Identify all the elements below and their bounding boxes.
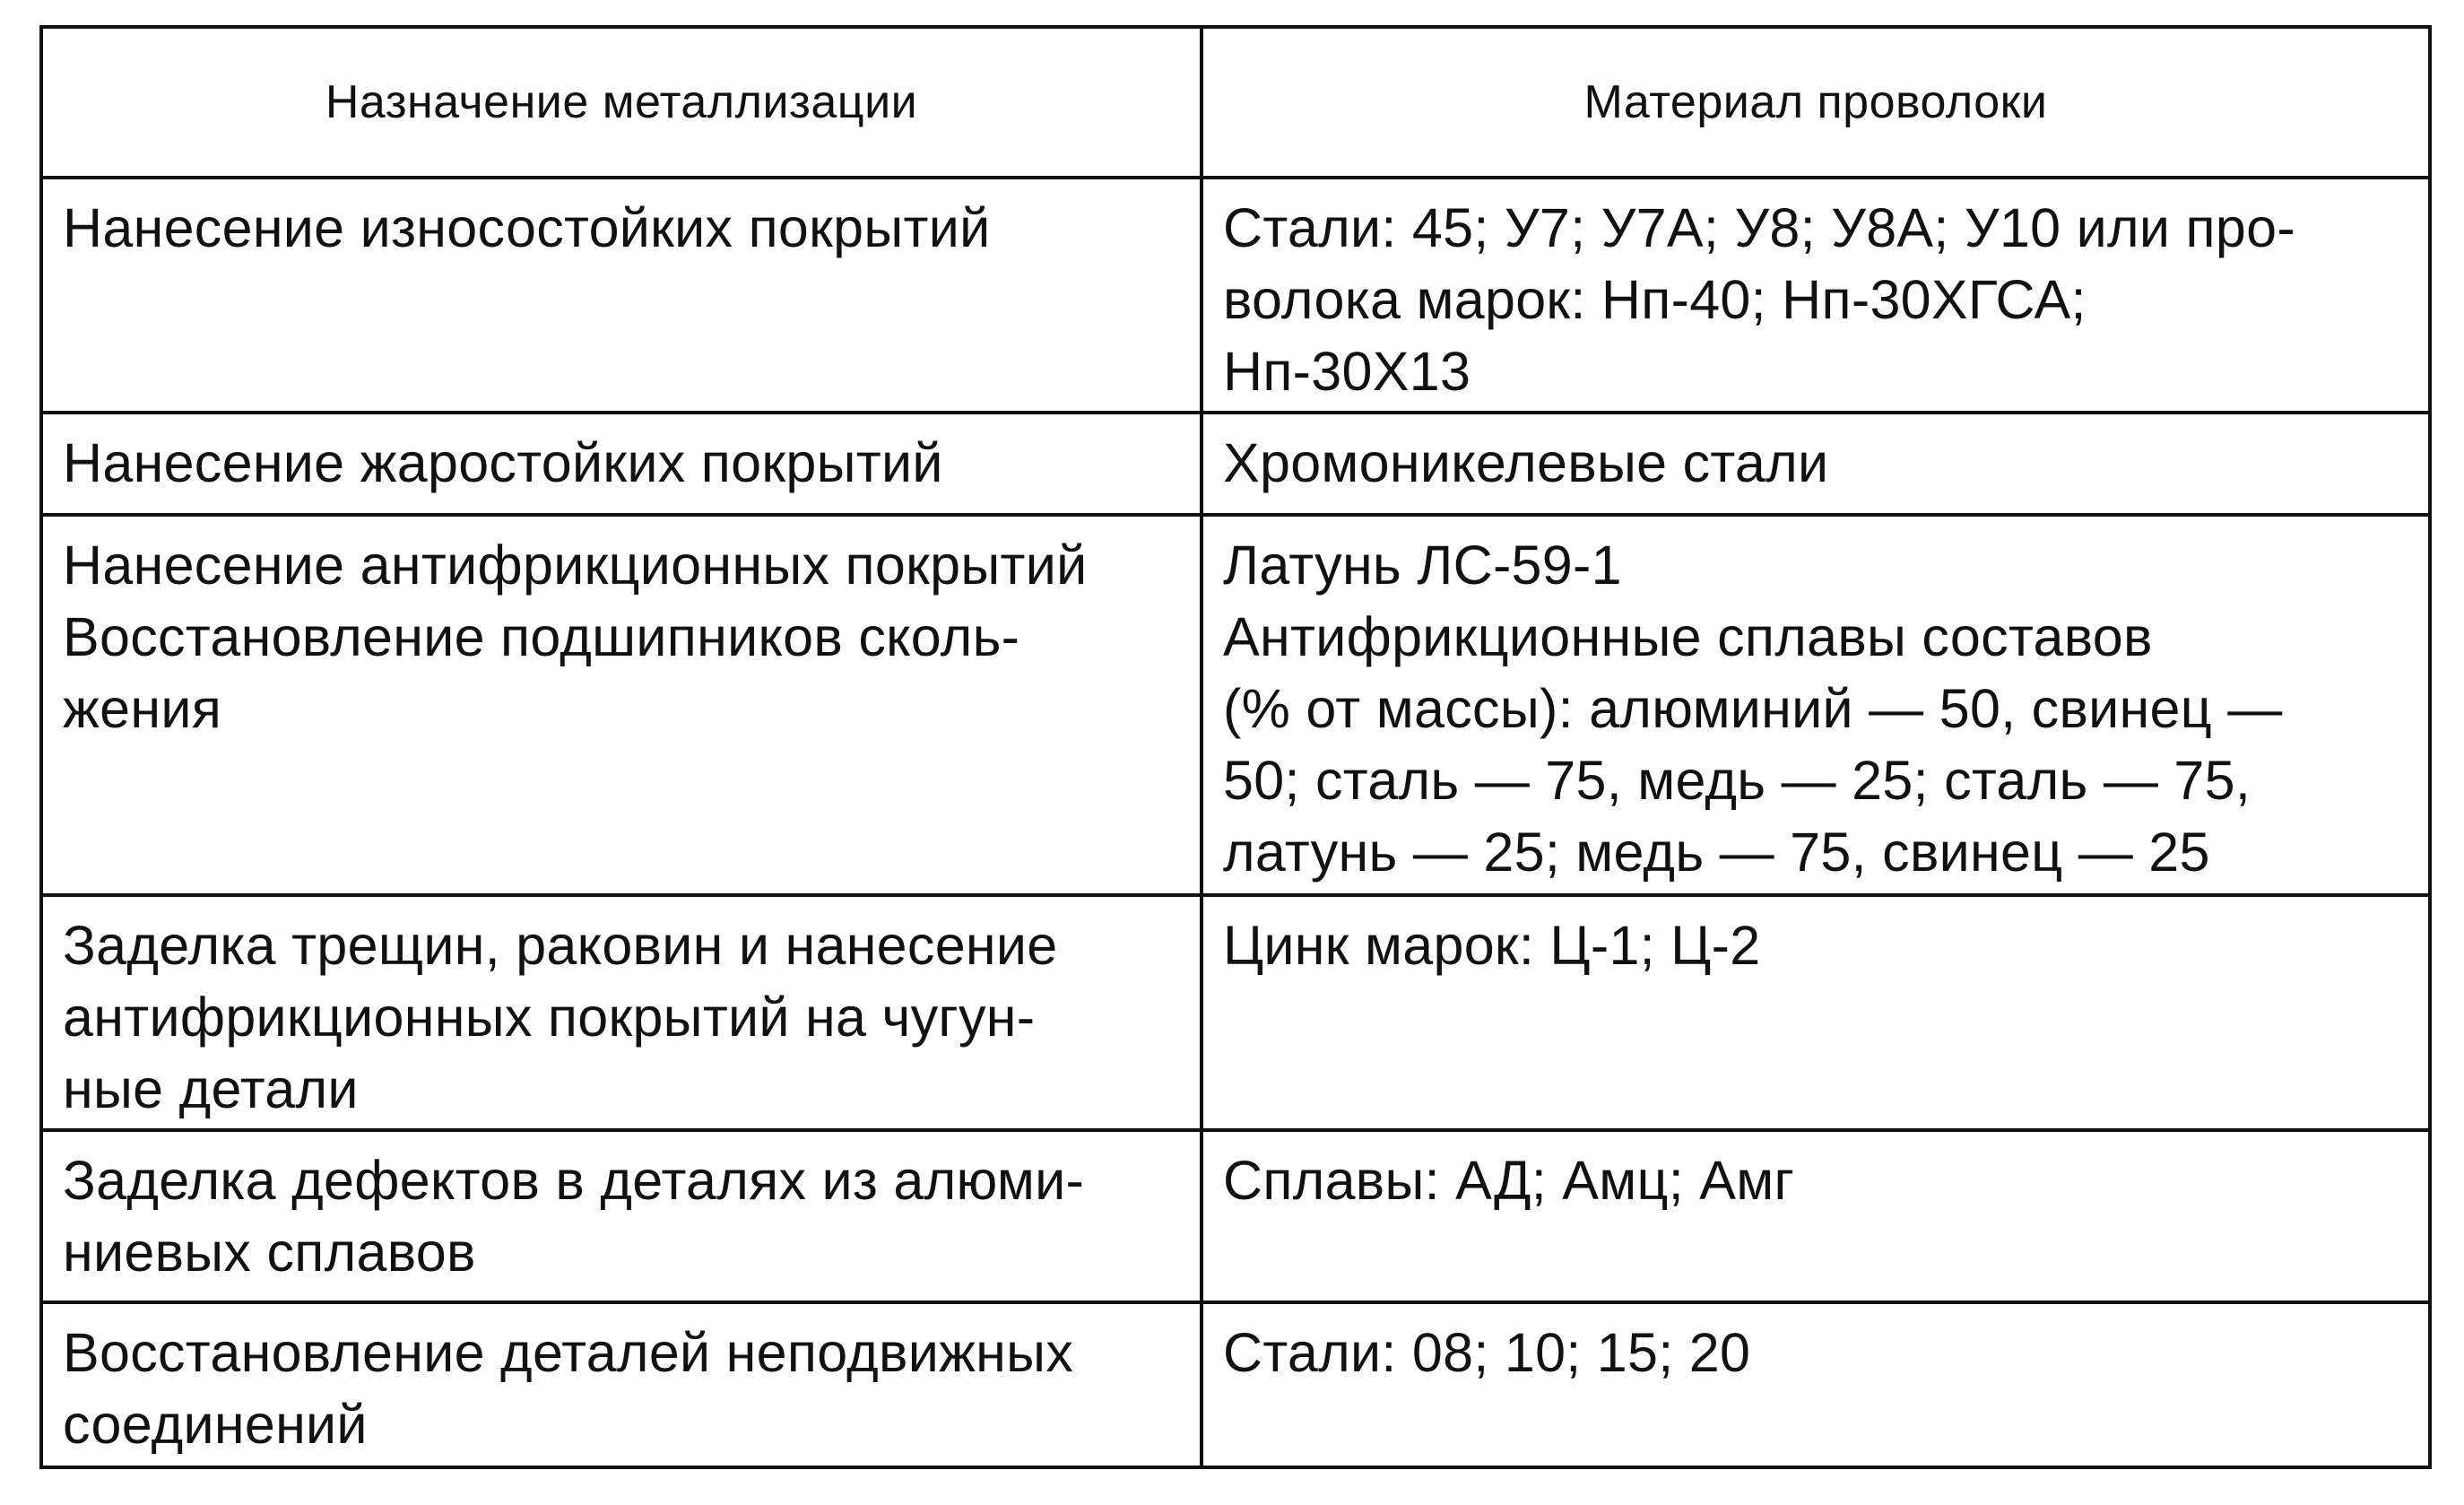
cell-line: жения [63,678,222,739]
cell-purpose [41,178,1202,413]
cell-line: Нп-30Х13 [1223,341,1471,402]
cell-material [1202,1302,2430,1467]
cell-line: Восстановление деталей неподвижных [63,1322,1074,1383]
cell-purpose [41,1302,1202,1467]
cell-material [1202,515,2430,895]
cell-line: Хромоникелевые стали [1223,432,1829,493]
metallization-table [39,25,2432,1469]
cell-line: волока марок: Нп-40; Нп-30ХГСА; [1223,269,2087,330]
cell-line: Цинк марок: Ц-1; Ц-2 [1223,915,1761,976]
table-row [41,178,2430,413]
header-purpose: Назначение металлизации [41,27,1202,178]
cell-material [1202,1130,2430,1302]
cell-line: ные детали [63,1058,359,1119]
cell-line: Восстановление подшипников сколь- [63,606,1020,667]
cell-purpose [41,895,1202,1130]
cell-line: Нанесение жаростойких покрытий [63,432,943,493]
cell-line: (% от массы): алюминий — 50, свинец — [1223,678,2283,739]
cell-line: Нанесение антифрикционных покрытий [63,535,1088,596]
cell-line: Стали: 08; 10; 15; 20 [1223,1322,1751,1383]
header-material: Материал проволоки [1202,27,2430,178]
cell-line: Антифрикционные сплавы составов [1223,606,2153,667]
cell-line: Заделка дефектов в деталях из алюми- [63,1150,1085,1211]
cell-line: латунь — 25; медь — 75, свинец — 25 [1223,822,2210,883]
cell-purpose [41,515,1202,895]
cell-line: 50; сталь — 75, медь — 25; сталь — 75, [1223,750,2251,811]
cell-purpose [41,413,1202,515]
table-row [41,895,2430,1130]
cell-line: Сплавы: АД; Амц; Амг [1223,1150,1794,1211]
cell-line: антифрикционных покрытий на чугун- [63,987,1036,1048]
table-row [41,1130,2430,1302]
cell-purpose [41,1130,1202,1302]
document-page [39,25,2428,1466]
cell-line: Стали: 45; У7; У7А; У8; У8А; У10 или про- [1223,197,2295,258]
cell-line: Латунь ЛС-59-1 [1223,535,1622,596]
table-header-row [41,27,2430,178]
cell-material [1202,178,2430,413]
cell-material [1202,895,2430,1130]
cell-line: соединений [63,1394,368,1455]
table-row [41,1302,2430,1467]
cell-line: Заделка трещин, раковин и нанесение [63,915,1058,976]
table-row [41,413,2430,515]
cell-line: Нанесение износостойких покрытий [63,197,991,258]
cell-line: ниевых сплавов [63,1222,476,1283]
table-row [41,515,2430,895]
cell-material [1202,413,2430,515]
